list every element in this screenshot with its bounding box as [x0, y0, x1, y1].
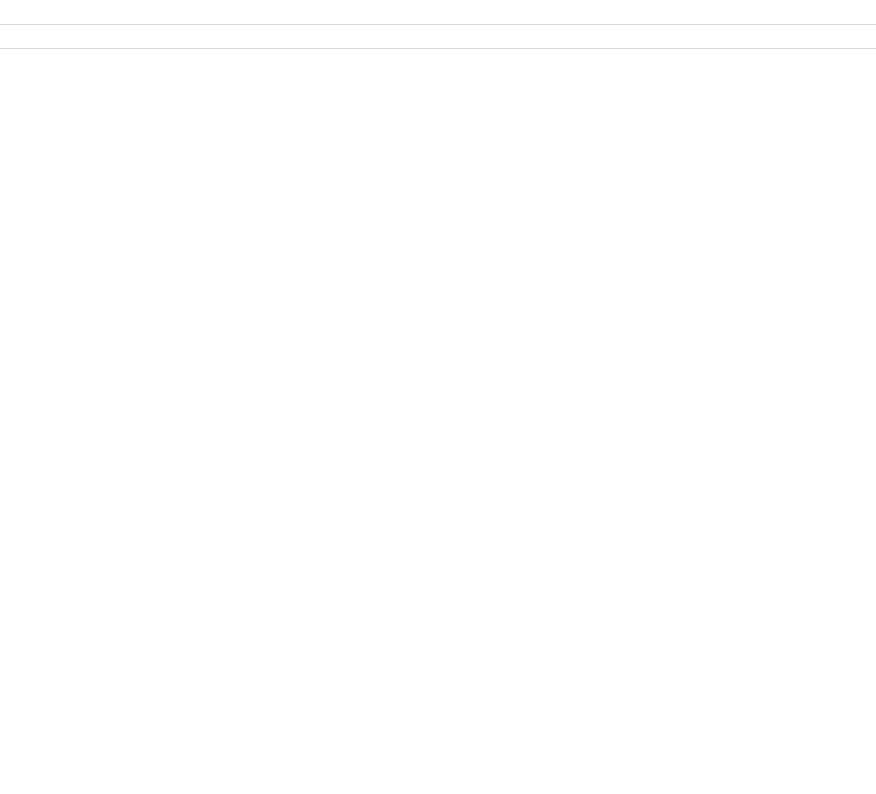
- title-row-1: [0, 0, 876, 25]
- title-row-2: [0, 25, 876, 49]
